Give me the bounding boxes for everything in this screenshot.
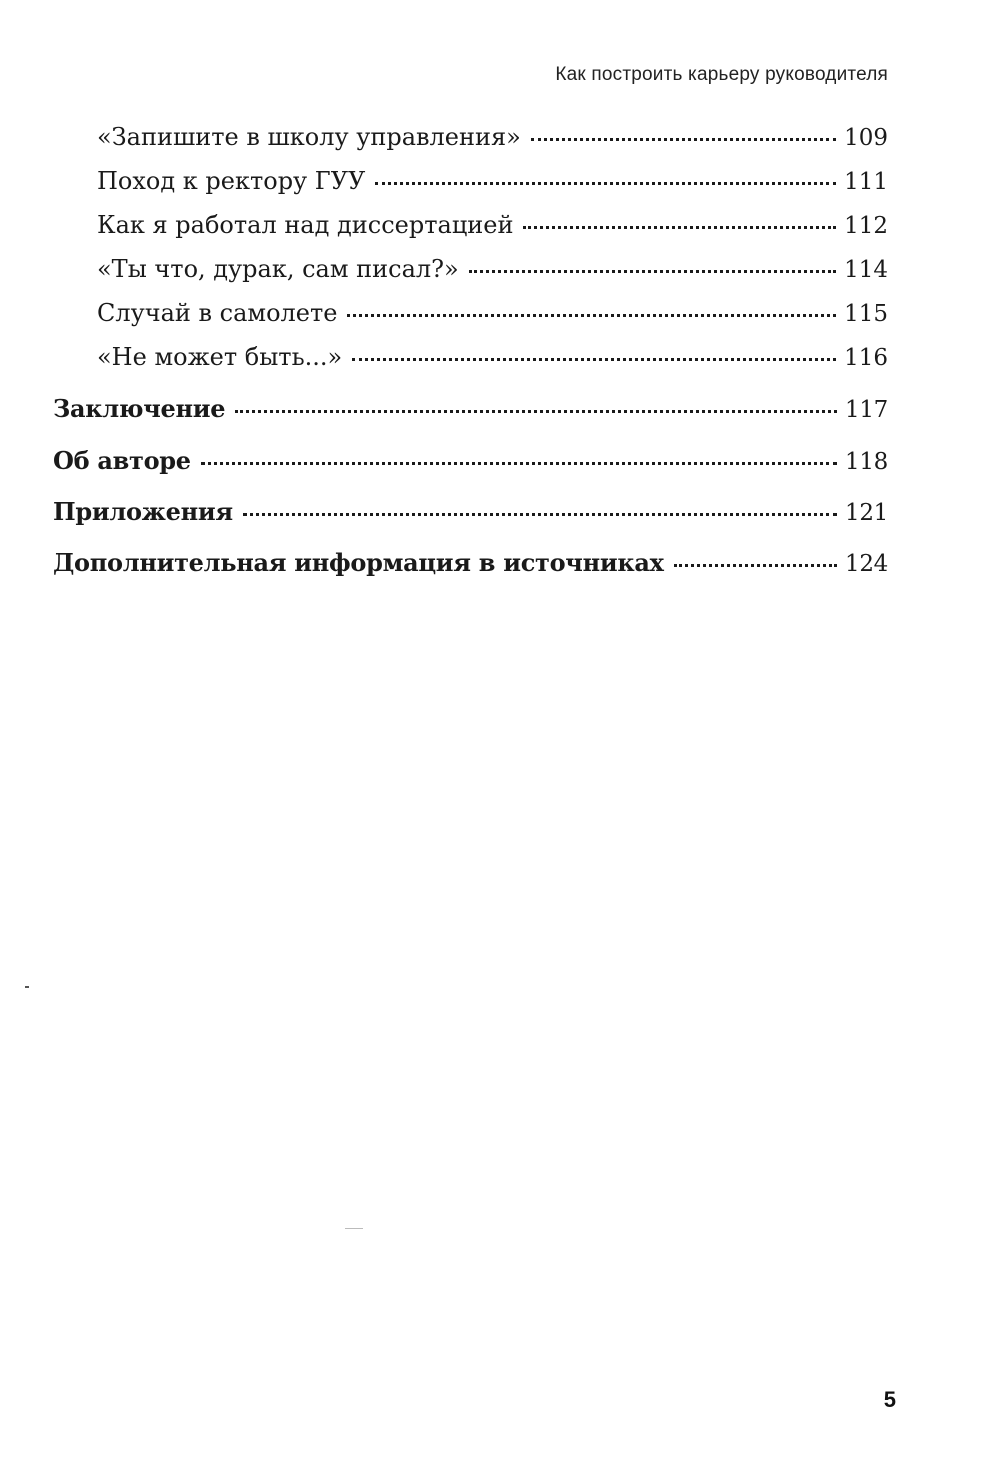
toc-entry[interactable] — [97, 211, 888, 239]
toc-entry-page: 112 — [844, 213, 888, 239]
toc-entry[interactable] — [53, 497, 888, 526]
toc-entry[interactable] — [97, 299, 888, 327]
toc-entry-title: Случай в самолете — [97, 299, 338, 327]
toc-leader-dots — [235, 410, 837, 413]
toc-entry-title: Поход к ректору ГУУ — [97, 167, 366, 195]
toc-entry-title: «Ты что, дурак, сам писал?» — [97, 255, 459, 283]
toc-entry-title: Дополнительная информация в источниках — [53, 548, 664, 577]
toc-entry-page: 124 — [845, 551, 888, 577]
toc-entry[interactable] — [97, 255, 888, 283]
toc-leader-dots — [243, 513, 837, 516]
toc-entry-title: Как я работал над диссертацией — [97, 211, 514, 239]
toc-leader-dots — [674, 564, 837, 567]
toc-entry-page: 121 — [845, 500, 888, 526]
toc-entry-page: 118 — [845, 449, 888, 475]
toc-entry[interactable] — [53, 548, 888, 577]
toc-entry-page: 115 — [844, 301, 888, 327]
scan-speck — [25, 986, 29, 988]
toc-leader-dots — [523, 226, 836, 229]
toc-leader-dots — [469, 270, 836, 273]
running-header: Как построить карьеру руководителя — [555, 64, 888, 85]
toc-entry-page: 116 — [844, 345, 888, 371]
page-number: 5 — [883, 1387, 896, 1412]
toc-entry[interactable] — [97, 123, 888, 151]
toc-entry-title: «Не может быть...» — [97, 343, 343, 371]
toc-entry[interactable] — [97, 343, 888, 371]
toc-entry[interactable] — [53, 446, 888, 475]
toc-entry-page: 117 — [845, 397, 888, 423]
toc-entry-title: Заключение — [53, 394, 226, 423]
toc-entry-page: 111 — [844, 169, 888, 195]
toc-entry[interactable] — [53, 394, 888, 423]
toc-entry[interactable] — [97, 167, 888, 195]
toc-leader-dots — [375, 182, 836, 185]
toc-entry-title: «Запишите в школу управления» — [97, 123, 521, 151]
toc-leader-dots — [347, 314, 836, 317]
toc-entry-page: 114 — [844, 257, 888, 283]
toc-leader-dots — [531, 138, 836, 141]
scan-speck — [345, 1228, 363, 1229]
toc-leader-dots — [201, 462, 837, 465]
toc-entry-page: 109 — [844, 125, 888, 151]
toc-entry-title: Приложения — [53, 497, 233, 526]
toc-entry-title: Об авторе — [53, 446, 191, 475]
toc-leader-dots — [352, 358, 836, 361]
